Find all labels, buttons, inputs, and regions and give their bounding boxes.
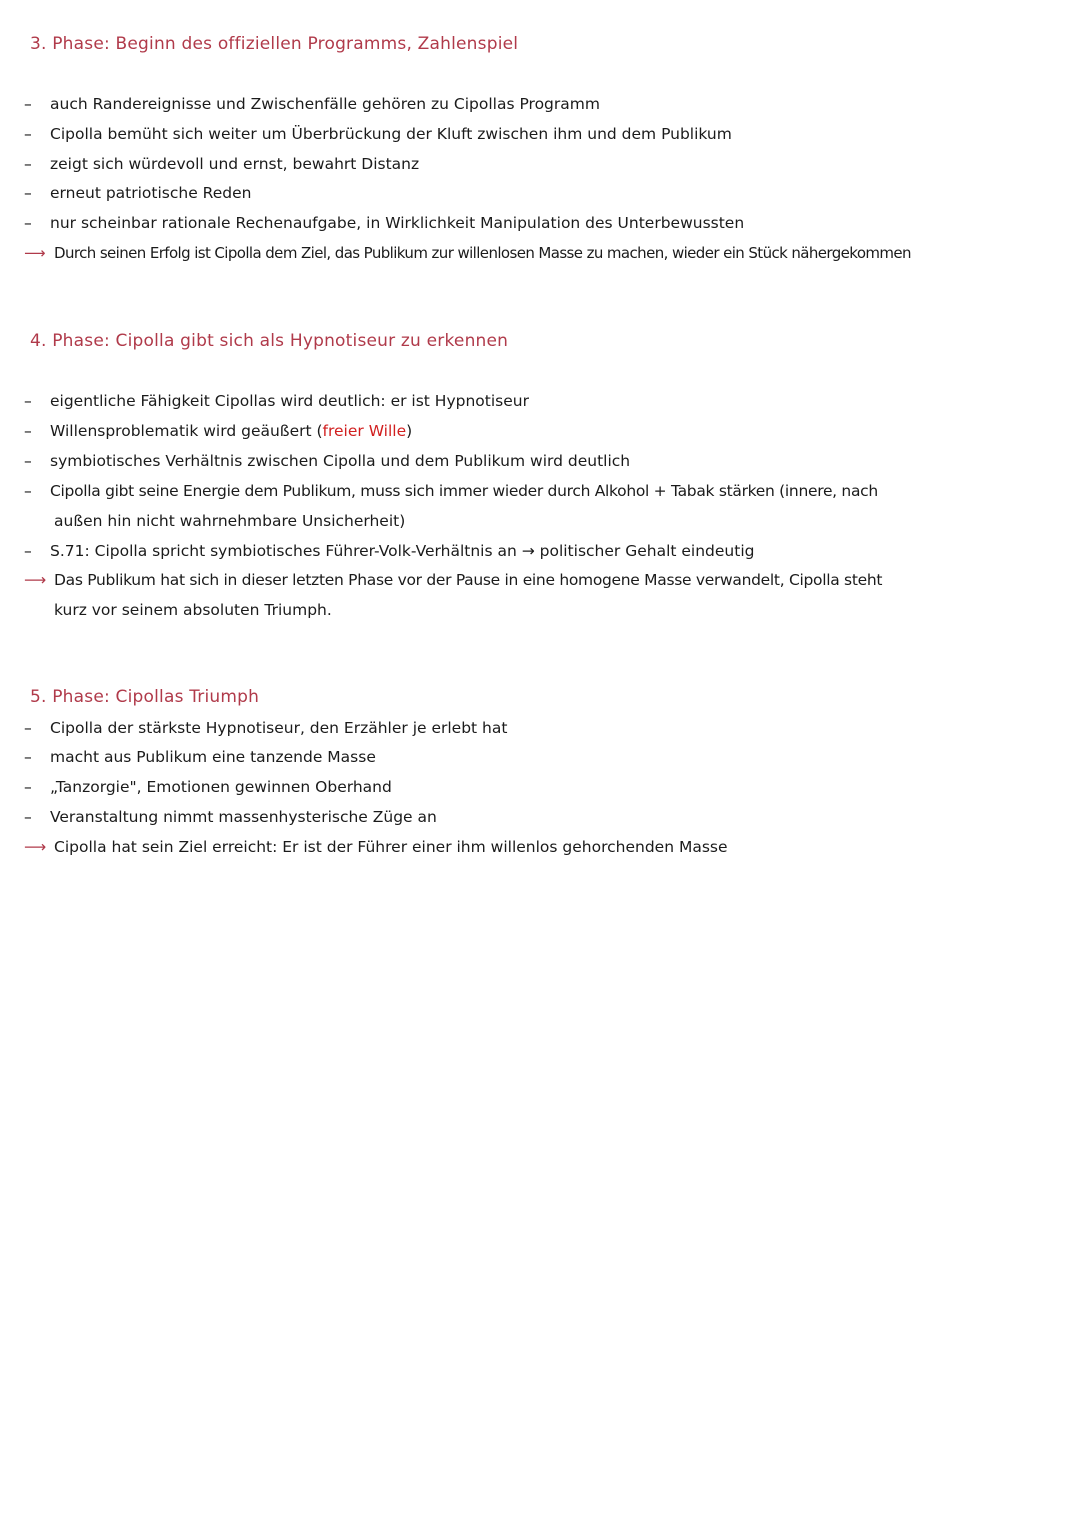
conclusion-item: ⟶ Cipolla hat sein Ziel erreicht: Er ist der Führer einer ihm willenlos gehorchenden Masse [24,835,1074,859]
free-will-highlight: freier Wille [322,422,407,440]
list-item: – S.71: Cipolla spricht symbiotisches Führer-Volk-Verhältnis an → politischer Gehalt eindeutig [24,539,1074,563]
phase-4-heading: 4. Phase: Cipolla gibt sich als Hypnotiseur zu erkennen [30,331,509,351]
dash-marker: – [24,422,32,440]
list-item: – Cipolla gibt seine Energie dem Publikum, muss sich immer wieder durch Alkohol + Tabak stärken (innere, nach [24,479,1074,503]
dash-marker: – [24,392,32,410]
dash-marker: – [24,155,32,173]
dash-marker: – [24,748,32,766]
conclusion-continuation: kurz vor seinem absoluten Triumph. [54,601,332,619]
dash-marker: – [24,778,32,796]
conclusion-item: ⟶ Das Publikum hat sich in dieser letzten Phase vor der Pause in eine homogene Masse verwandelt, Cipolla steht [24,568,1074,592]
arrow-icon: ⟶ [24,838,47,856]
dash-marker: – [24,125,32,143]
dash-marker: – [24,719,32,737]
dash-marker: – [24,184,32,202]
list-item: – „Tanzorgie", Emotionen gewinnen Oberhand [24,775,1074,799]
list-item: – macht aus Publikum eine tanzende Masse [24,745,1074,769]
list-item: – eigentliche Fähigkeit Cipollas wird deutlich: er ist Hypnotiseur [24,389,1074,413]
list-item: – auch Randereignisse und Zwischenfälle gehören zu Cipollas Programm [24,92,1074,116]
list-item: – Cipolla der stärkste Hypnotiseur, den Erzähler je erlebt hat [24,716,1074,740]
list-item: – zeigt sich würdevoll und ernst, bewahrt Distanz [24,152,1074,176]
conclusion-item: ⟶ Durch seinen Erfolg ist Cipolla dem Ziel, das Publikum zur willenlosen Masse zu machen, wieder ein Stück nähergekommen [24,241,1074,265]
dash-marker: – [24,452,32,470]
arrow-icon: ⟶ [24,244,45,262]
dash-marker: – [24,808,32,826]
list-item: – symbiotisches Verhältnis zwischen Cipolla und dem Publikum wird deutlich [24,449,1074,473]
dash-marker: – [24,482,32,500]
list-item: – Veranstaltung nimmt massenhysterische Züge an [24,805,1074,829]
dash-marker: – [24,95,32,113]
dash-marker: – [24,214,32,232]
list-item: – erneut patriotische Reden [24,181,1074,205]
dash-marker: – [24,542,32,560]
list-item: – Cipolla bemüht sich weiter um Überbrückung der Kluft zwischen ihm und dem Publikum [24,122,1074,146]
phase-5-heading: 5. Phase: Cipollas Triumph [30,687,260,707]
arrow-icon: ⟶ [24,571,46,589]
list-item: – Willensproblematik wird geäußert (freier Wille) [24,419,1074,443]
phase-3-heading: 3. Phase: Beginn des offiziellen Programms, Zahlenspiel [30,34,519,54]
list-item-continuation: außen hin nicht wahrnehmbare Unsicherheit) [54,512,406,530]
list-item: – nur scheinbar rationale Rechenaufgabe, in Wirklichkeit Manipulation des Unterbewussten [24,211,1074,235]
